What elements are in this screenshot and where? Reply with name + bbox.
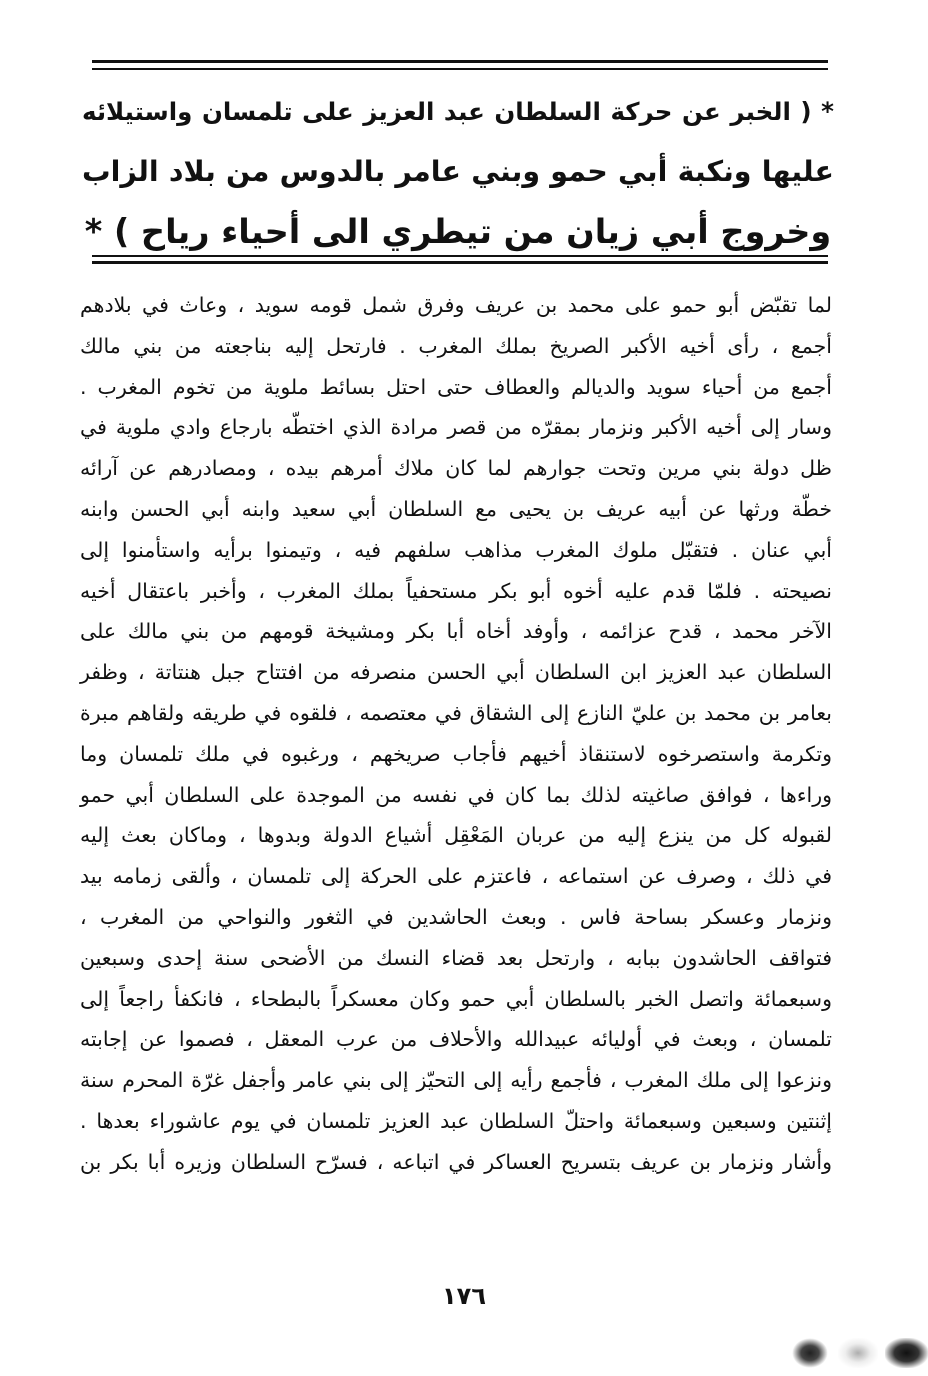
text-line: الآخر محمد ، قدح عزائمه ، وأوفد أخاه أبا بكر ومشيخة قومهم من بني مالك على bbox=[80, 619, 832, 644]
text-line: وأشار ونزمار بن عريف بتسريح العساكر في اتباعه ، فسرّح السلطان وزيره أبا بكر بن bbox=[80, 1149, 832, 1174]
text-line: في ذلك ، وصرف عن استماعه ، فاعتزم على الحركة إلى تلمسان ، وألقى زمامه بيد bbox=[80, 864, 832, 889]
text-line: بعامر بن محمد بن عليّ النازع إلى الشقاق في معتصمه ، فلقوه في طريقه ولقاهم مبرة bbox=[80, 700, 832, 725]
text-line: لما تقبّض أبو حمو على محمد بن عريف وفرق شمل قومه سويد ، وعاث في بلادهم bbox=[80, 293, 832, 317]
text-line: ونزعوا إلى ملك المغرب ، فأجمع رأيه إلى التحيّز إلى بني عامر وأجفل غرّة المحرم سنة bbox=[80, 1068, 832, 1093]
top-double-rule bbox=[92, 60, 828, 74]
text-line: خطّة ورثها عن أبيه عريف بن يحيى مع السلطان أبي سعيد وابنه أبي الحسن وابنه bbox=[80, 496, 832, 521]
text-line: وسار إلى أخيه الأكبر ونزمار بمقرّه من قصر مرادة الذي اختطّه بارجاع وادي ملوية في bbox=[80, 415, 832, 440]
chapter-heading bbox=[82, 82, 834, 262]
text-line: وراءها ، فوافق صاغيته لذلك بما كان في نفسه من الموجدة على السلطان أبي حمو bbox=[80, 782, 832, 807]
text-line: لقبوله كل من ينزع إليه من عربان المَعْقِل أشياع الدولة وبدوها ، وماكان بعث إليه bbox=[80, 823, 832, 848]
heading-bottom-double-rule bbox=[92, 255, 828, 269]
text-line: نصيحته . فلمّا قدم عليه أخوه أبو بكر مستحفياً بملك المغرب ، وأخبر باعتقال أخيه bbox=[80, 578, 832, 603]
page-number: ١٧٦ bbox=[442, 1282, 486, 1310]
text-line: تلمسان ، وبعث في أوليائه عبيدالله والأحلاف من عرب المعقل ، فصموا عن إجابته bbox=[80, 1027, 832, 1052]
text-line: فتواقف الحاشدون ببابه ، وارتحل بعد قضاء النسك من الأضحى سنة إحدى وسبعين bbox=[80, 945, 832, 970]
text-line: أجمع من أحياء سويد والديالم والعطاف حتى احتل بسائط ملوية من تخوم المغرب . bbox=[80, 374, 832, 399]
scan-smudge bbox=[885, 1338, 928, 1368]
text-line: ظل دولة بني مرين وتحت جوارهم لما كان ملاك أمرهم بيده ، ومصادرهم عن آرائه bbox=[80, 456, 832, 481]
text-line: إثنتين وسبعين وسبعمائة واحتلّ السلطان عبد العزيز تلمسان في يوم عاشوراء بعدها . bbox=[80, 1108, 832, 1133]
text-line: السلطان عبد العزيز ابن السلطان أبي الحسن منصرفه من افتتاح جبل هنتاتة ، وظفر bbox=[80, 660, 832, 685]
text-line: أجمع ، رأى أخيه الأكبر الصريخ بملك المغرب . فارتحل إليه بناجعته من بني مالك bbox=[80, 333, 832, 358]
scan-smudge bbox=[838, 1338, 878, 1368]
text-line: ونزمار وعسكر بساحة فاس . وبعث الحاشدين في الثغور والنواحي من المغرب ، bbox=[80, 904, 832, 929]
heading-line: وخروج أبي زيان من تيطري الى أحياء رياح ) * bbox=[84, 212, 832, 251]
heading-line: * ( الخبر عن حركة السلطان عبد العزيز على تلمسان واستيلائه bbox=[82, 97, 834, 126]
body-text bbox=[80, 285, 832, 1183]
heading-line: عليها ونكبة أبي حمو وبني عامر بالدوس من بلاد الزاب bbox=[82, 155, 834, 188]
text-line: وسبعمائة واتصل الخبر بالسلطان أبي حمو وكان معسكراً بالبطحاء ، فانكفأ راجعاً إلى bbox=[80, 986, 832, 1011]
text-line: أبي عنان . فتقبّل ملوك المغرب مذاهب سلفهم فيه ، وتيمنوا برأيه واستأمنوا إلى bbox=[80, 537, 832, 562]
scan-smudge bbox=[792, 1338, 828, 1368]
text-line: وتكرمة واستصرخوه لاستنقاذ أخيهم فأجاب صريخهم ، ورغبوه في ملك تلمسان وما bbox=[80, 741, 832, 766]
